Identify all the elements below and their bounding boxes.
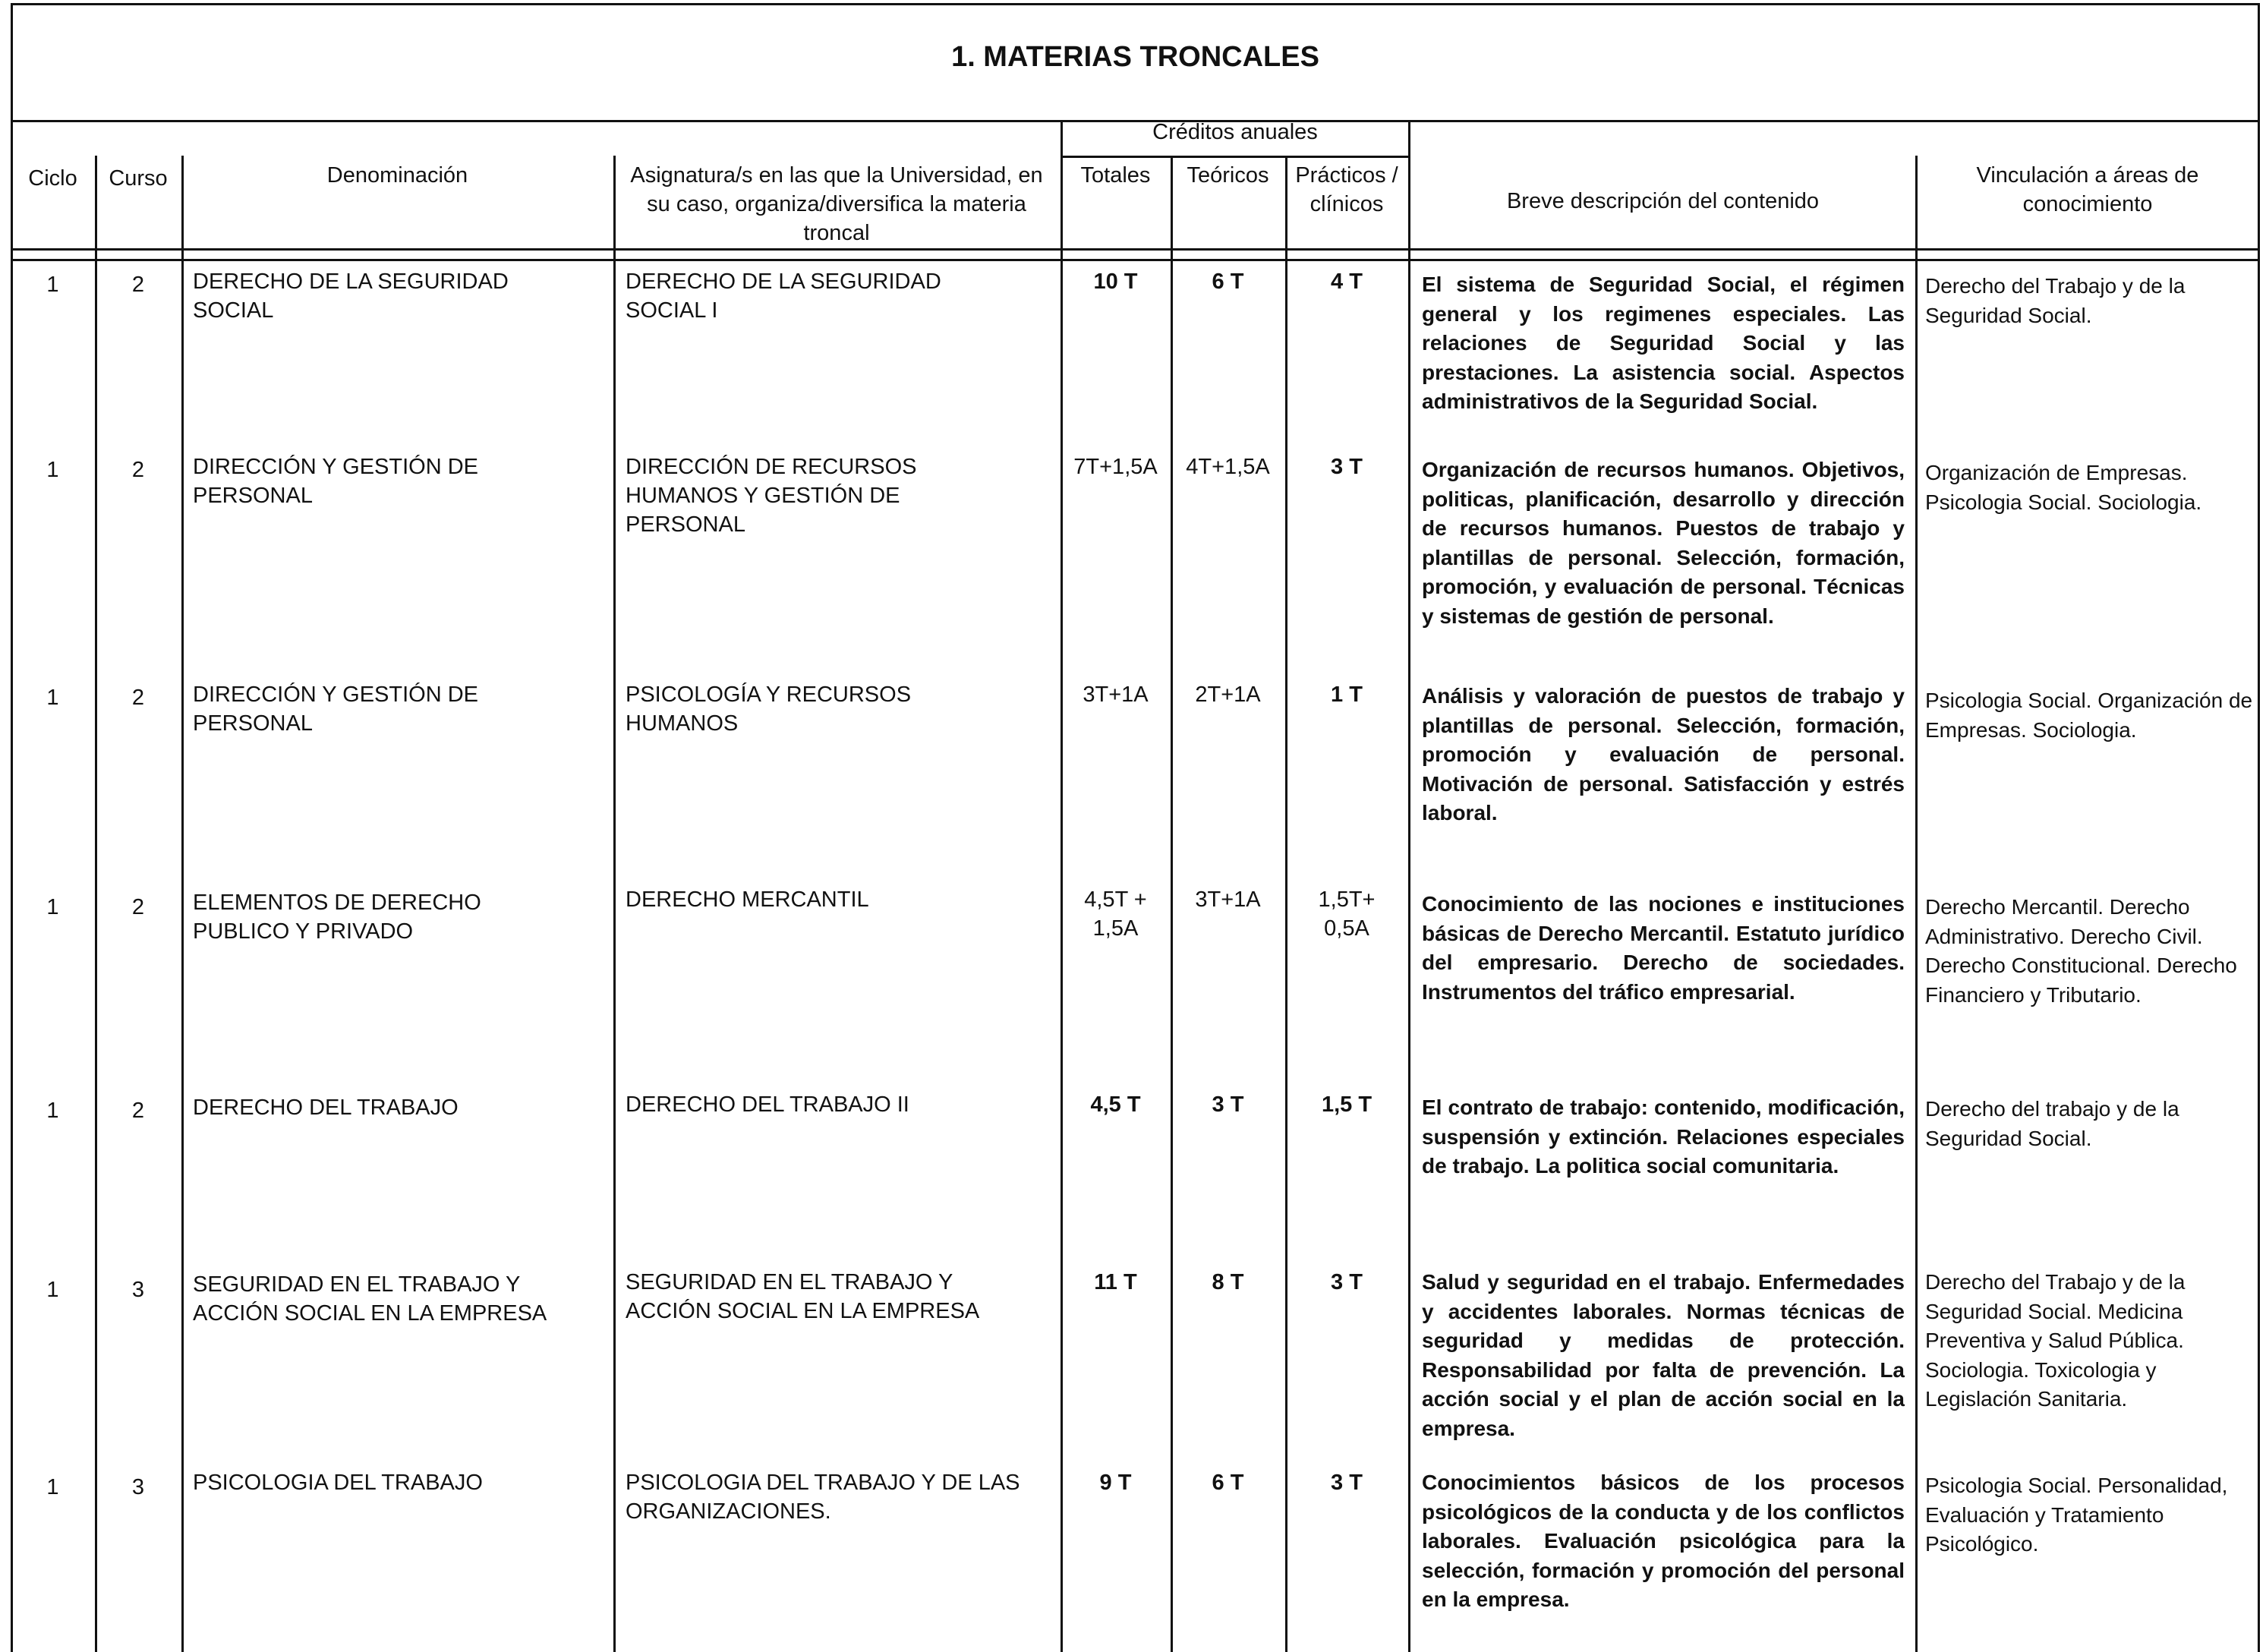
cell-vinculacion: Derecho del Trabajo y de la Seguridad Social. Medicina Preventiva y Salud Pública. Sociologia. Toxicologia y Legislación Sanitaria.	[1925, 1270, 2186, 1411]
cell-denominacion: DERECHO DEL TRABAJO	[193, 1096, 459, 1120]
cell-denominacion: DIRECCIÓN Y GESTIÓN DE PERSONAL	[193, 683, 478, 736]
header-vinculacion: Vinculación a áreas de conocimiento	[1976, 163, 2199, 216]
cell-curso: 3	[131, 1278, 145, 1302]
cell-curso: 2	[131, 458, 145, 482]
cell-practicos: 1 T	[1331, 683, 1363, 707]
header-totales: Totales	[1080, 163, 1151, 188]
creditos-group-border	[1061, 156, 1410, 158]
cell-ciclo: 1	[46, 273, 59, 297]
cell-asignatura: SEGURIDAD EN EL TRABAJO Y ACCIÓN SOCIAL EN LA EMPRESA	[626, 1270, 980, 1323]
cell-practicos: 3 T	[1331, 1270, 1363, 1294]
cell-denominacion: ELEMENTOS DE DERECHO PUBLICO Y PRIVADO	[193, 891, 481, 944]
cell-teoricos: 8 T	[1212, 1270, 1244, 1294]
cell-ciclo: 1	[46, 1475, 59, 1499]
cell-ciclo: 1	[46, 686, 59, 710]
cell-vinculacion: Derecho Mercantil. Derecho Administrativo. Derecho Civil. Derecho Constitucional. Derecho Financiero y Tributario.	[1925, 895, 2237, 1007]
cell-teoricos: 3 T	[1212, 1092, 1244, 1117]
cell-asignatura: DERECHO DEL TRABAJO II	[626, 1092, 909, 1117]
cell-practicos: 4 T	[1331, 270, 1363, 294]
page-title: 1. MATERIAS TRONCALES	[951, 41, 1319, 73]
cell-vinculacion: Psicologia Social. Personalidad, Evaluación y Tratamiento Psicológico.	[1925, 1474, 2228, 1556]
cell-vinculacion: Psicologia Social. Organización de Empresas. Sociologia.	[1925, 689, 2253, 742]
cell-curso: 3	[131, 1475, 145, 1499]
header-bottom-border-inner	[11, 259, 2260, 261]
header-asignatura: Asignatura/s en las que la Universidad, en su caso, organiza/diversifica la materia troncal	[630, 163, 1043, 245]
cell-curso: 2	[131, 895, 145, 919]
cell-descripcion: Conocimientos básicos de los procesos psicológicos de la conducta y de los conflictos laborales. Evaluación psicológica para la selección, formación y promoción del personal en la empresa.	[1422, 1471, 1905, 1611]
cell-ciclo: 1	[46, 458, 59, 482]
table-left-border	[11, 3, 13, 1652]
cell-totales: 10 T	[1093, 270, 1138, 294]
cell-practicos: 1,5 T	[1321, 1092, 1373, 1117]
col-sep-teoricos	[1285, 156, 1287, 1652]
cell-ciclo: 1	[46, 895, 59, 919]
table-top-border	[11, 3, 2260, 5]
header-curso: Curso	[109, 166, 168, 191]
cell-totales: 11 T	[1094, 1270, 1137, 1294]
cell-curso: 2	[131, 686, 145, 710]
cell-curso: 2	[131, 1099, 145, 1123]
header-practicos: Prácticos / clínicos	[1295, 163, 1398, 216]
header-descripcion: Breve descripción del contenido	[1506, 189, 1820, 213]
header-teoricos: Teóricos	[1187, 163, 1269, 188]
cell-curso: 2	[131, 273, 145, 297]
col-sep-practicos	[1408, 120, 1410, 1652]
header-denominacion: Denominación	[326, 163, 468, 188]
cell-teoricos: 2T+1A	[1195, 683, 1261, 707]
cell-asignatura: PSICOLOGÍA Y RECURSOS HUMANOS	[626, 683, 912, 736]
cell-practicos: 3 T	[1331, 455, 1363, 479]
cell-totales: 4,5T + 1,5A	[1084, 887, 1147, 941]
col-sep-denominacion	[613, 156, 616, 1652]
col-sep-asignatura	[1061, 120, 1063, 1652]
cell-asignatura: DERECHO MERCANTIL	[626, 887, 869, 912]
cell-totales: 4,5 T	[1090, 1092, 1141, 1117]
cell-denominacion: DERECHO DE LA SEGURIDAD SOCIAL	[193, 270, 509, 323]
cell-vinculacion: Derecho del Trabajo y de la Seguridad Social.	[1925, 274, 2186, 327]
cell-teoricos: 6 T	[1212, 1471, 1244, 1495]
cell-descripcion: Salud y seguridad en el trabajo. Enfermedades y accidentes laborales. Normas técnicas de seguridad y medidas de protección. Responsabilidad por falta de prevención. La acción social y el plan de acción social en la empresa.	[1422, 1270, 1905, 1440]
cell-descripcion: Conocimiento de las nociones e instituciones básicas de Derecho Mercantil. Estatuto jurídico del empresario. Derecho de sociedades. Instrumentos del tráfico empresarial.	[1422, 892, 1905, 1004]
cell-totales: 3T+1A	[1083, 683, 1149, 707]
cell-descripcion: Análisis y valoración de puestos de trabajo y plantillas de personal. Selección, formación, promoción y evaluación de personal. Motivación de personal. Satisfacción y estrés laboral.	[1422, 684, 1905, 824]
cell-vinculacion: Derecho del trabajo y de la Seguridad Social.	[1925, 1097, 2179, 1150]
cell-asignatura: DERECHO DE LA SEGURIDAD SOCIAL I	[626, 270, 941, 323]
cell-totales: 7T+1,5A	[1073, 455, 1158, 479]
cell-asignatura: DIRECCIÓN DE RECURSOS HUMANOS Y GESTIÓN DE PERSONAL	[626, 455, 917, 537]
cell-descripcion: El sistema de Seguridad Social, el régimen general y los regimenes especiales. Las relaciones de Seguridad Social y las prestaciones. La asistencia social. Aspectos administrativos de la Seguridad Social.	[1422, 273, 1905, 413]
cell-descripcion: Organización de recursos humanos. Objetivos, politicas, planificación, desarrollo y dirección de recursos humanos. Puestos de trabajo y plantillas de personal. Selección, formación, promoción, y evaluación de personal. Técnicas y sistemas de gestión de personal.	[1422, 458, 1905, 628]
cell-denominacion: DIRECCIÓN Y GESTIÓN DE PERSONAL	[193, 455, 478, 508]
cell-denominacion: SEGURIDAD EN EL TRABAJO Y ACCIÓN SOCIAL EN LA EMPRESA	[193, 1272, 547, 1326]
cell-asignatura: PSICOLOGIA DEL TRABAJO Y DE LAS ORGANIZACIONES.	[626, 1471, 1020, 1524]
cell-teoricos: 6 T	[1212, 270, 1244, 294]
cell-teoricos: 3T+1A	[1195, 887, 1261, 912]
cell-denominacion: PSICOLOGIA DEL TRABAJO	[193, 1471, 483, 1495]
header-bottom-border	[11, 248, 2260, 251]
table-right-border	[2258, 3, 2260, 1652]
col-sep-curso	[181, 156, 184, 1652]
col-sep-descripcion	[1915, 156, 1918, 1652]
header-ciclo: Ciclo	[28, 166, 77, 191]
cell-totales: 9 T	[1099, 1471, 1132, 1495]
header-creditos-anuales: Créditos anuales	[1152, 120, 1318, 144]
cell-ciclo: 1	[46, 1278, 59, 1302]
cell-teoricos: 4T+1,5A	[1186, 455, 1270, 479]
cell-practicos: 1,5T+ 0,5A	[1318, 887, 1376, 941]
cell-vinculacion: Organización de Empresas. Psicologia Social. Sociologia.	[1925, 461, 2202, 514]
cell-descripcion: El contrato de trabajo: contenido, modificación, suspensión y extinción. Relaciones especiales de trabajo. La politica social comunitaria.	[1422, 1096, 1905, 1178]
cell-practicos: 3 T	[1331, 1471, 1363, 1495]
cell-ciclo: 1	[46, 1099, 59, 1123]
